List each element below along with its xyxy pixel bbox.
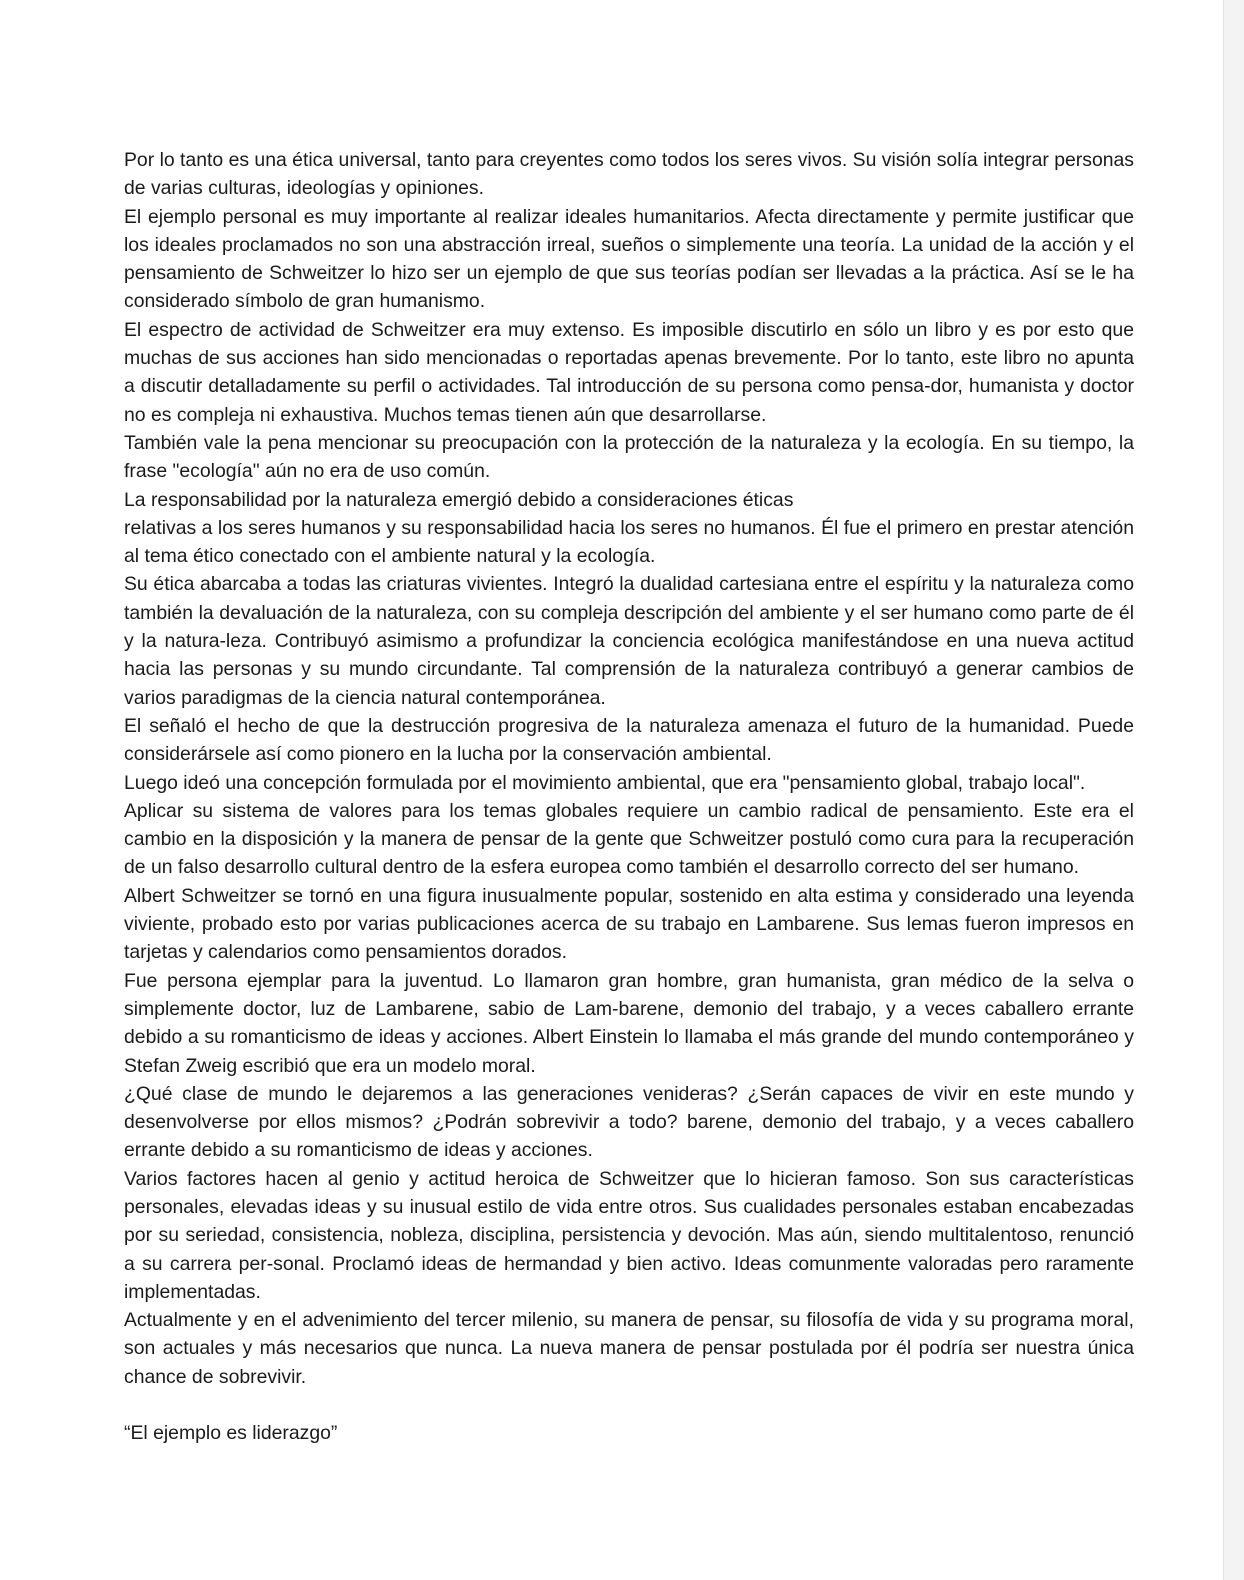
document-page (124, 146, 1134, 1447)
paragraph-5: La responsabilidad por la naturaleza emergió debido a consideraciones éticas (124, 488, 794, 511)
paragraph-4: También vale la pena mencionar su preocupación con la protección de la naturaleza y la ecología. En su tiempo, la frase "ecología" aún no era de uso común. (124, 431, 1134, 483)
paragraph-11: Albert Schweitzer se tornó en una figura inusualmente popular, sostenido en alta estima y considerado una leyenda viviente, probado esto por varias publicaciones acerca de su trabajo en Lambarene. Sus lemas fueron impresos en tarjetas y calendarios como pensamientos dorados. (124, 884, 1134, 964)
vertical-scrollbar[interactable] (1223, 0, 1244, 1580)
paragraph-12: Fue persona ejemplar para la juventud. Lo llamaron gran hombre, gran humanista, gran médico de la selva o simplemente doctor, luz de Lambarene, sabio de Lam-barene, demonio del trabajo, y a veces caballero errante debido a su romanticismo de ideas y acciones. Albert Einstein lo llamaba el más grande del mundo contemporáneo y Stefan Zweig escribió que era un modelo moral. (124, 969, 1134, 1077)
paragraph-7: Su ética abarcaba a todas las criaturas vivientes. Integró la dualidad cartesiana entre el espíritu y la naturaleza como también la devaluación de la naturaleza, con su compleja descripción del ambiente y el ser humano como parte de él y la natura-leza. Contribuyó asimismo a profundizar la conciencia ecológica manifestándose en una nueva actitud hacia las personas y su mundo circundante. Tal comprensión de la naturaleza contribuyó a generar cambios de varios paradigmas de la ciencia natural contemporánea. (124, 573, 1134, 709)
paragraph-6: relativas a los seres humanos y su responsabilidad hacia los seres no humanos. Él fue el primero en prestar atención al tema ético conectado con el ambiente natural y la ecología. (124, 516, 1134, 568)
paragraph-3: El espectro de actividad de Schweitzer era muy extenso. Es imposible discutirlo en sólo un libro y es por esto que muchas de sus acciones han sido mencionadas o reportadas apenas brevemente. Por lo tanto, este libro no apunta a discutir detalladamente su perfil o actividades. Tal introducción de su persona como pensa-dor, humanista y doctor no es compleja ni exhaustiva. Muchos temas tienen aún que desarrollarse. (124, 318, 1134, 426)
paragraph-10: Aplicar su sistema de valores para los temas globales requiere un cambio radical de pensamiento. Este era el cambio en la disposición y la manera de pensar de la gente que Schweitzer postuló como cura para la recuperación de un falso desarrollo cultural dentro de la esfera europea como también el desarrollo correcto del ser humano. (124, 799, 1134, 879)
paragraph-15: Actualmente y en el advenimiento del tercer milenio, su manera de pensar, su filosofía de vida y su programa moral, son actuales y más necesarios que nunca. La nueva manera de pensar postulada por él podría ser nuestra única chance de sobrevivir. (124, 1309, 1134, 1388)
paragraph-9: Luego ideó una concepción formulada por el movimiento ambiental, que era "pensamiento global, trabajo local". (124, 771, 1086, 794)
paragraph-14: Varios factores hacen al genio y actitud heroica de Schweitzer que lo hicieran famoso. Son sus características personales, elevadas ideas y su inusual estilo de vida entre otros. Sus cualidades personales estaban encabezadas por su seriedad, consistencia, nobleza, disciplina, persistencia y devoción. Mas aún, siendo multitalentoso, renunció a su carrera per-sonal. Proclamó ideas de hermandad y bien activo. Ideas comunmente valoradas pero raramente implementadas. (124, 1167, 1134, 1303)
paragraph-13: ¿Qué clase de mundo le dejaremos a las generaciones venideras? ¿Serán capaces de vivir en este mundo y desenvolverse por ellos mismos? ¿Podrán sobrevivir a todo? barene, demonio del trabajo, y a veces caballero errante debido a su romanticismo de ideas y acciones. (124, 1082, 1134, 1162)
paragraph-8: El señaló el hecho de que la destrucción progresiva de la naturaleza amenaza el futuro de la humanidad. Puede considerársele así como pionero en la lucha por la conservación ambiental. (124, 714, 1134, 766)
paragraph-2: El ejemplo personal es muy importante al realizar ideales humanitarios. Afecta directamente y permite justificar que los ideales proclamados no son una abstracción irreal, sueños o simplemente una teoría. La unidad de la acción y el pensamiento de Schweitzer lo hizo ser un ejemplo de que sus teorías podían ser llevadas a la práctica. Así se le ha considerado símbolo de gran humanismo. (124, 205, 1134, 313)
paragraph-1: Por lo tanto es una ética universal, tanto para creyentes como todos los seres vivos. Su visión solía integrar personas de varias culturas, ideologías y opiniones. (124, 149, 1134, 200)
closing-quote: “El ejemplo es liderazgo” (124, 1422, 338, 1445)
